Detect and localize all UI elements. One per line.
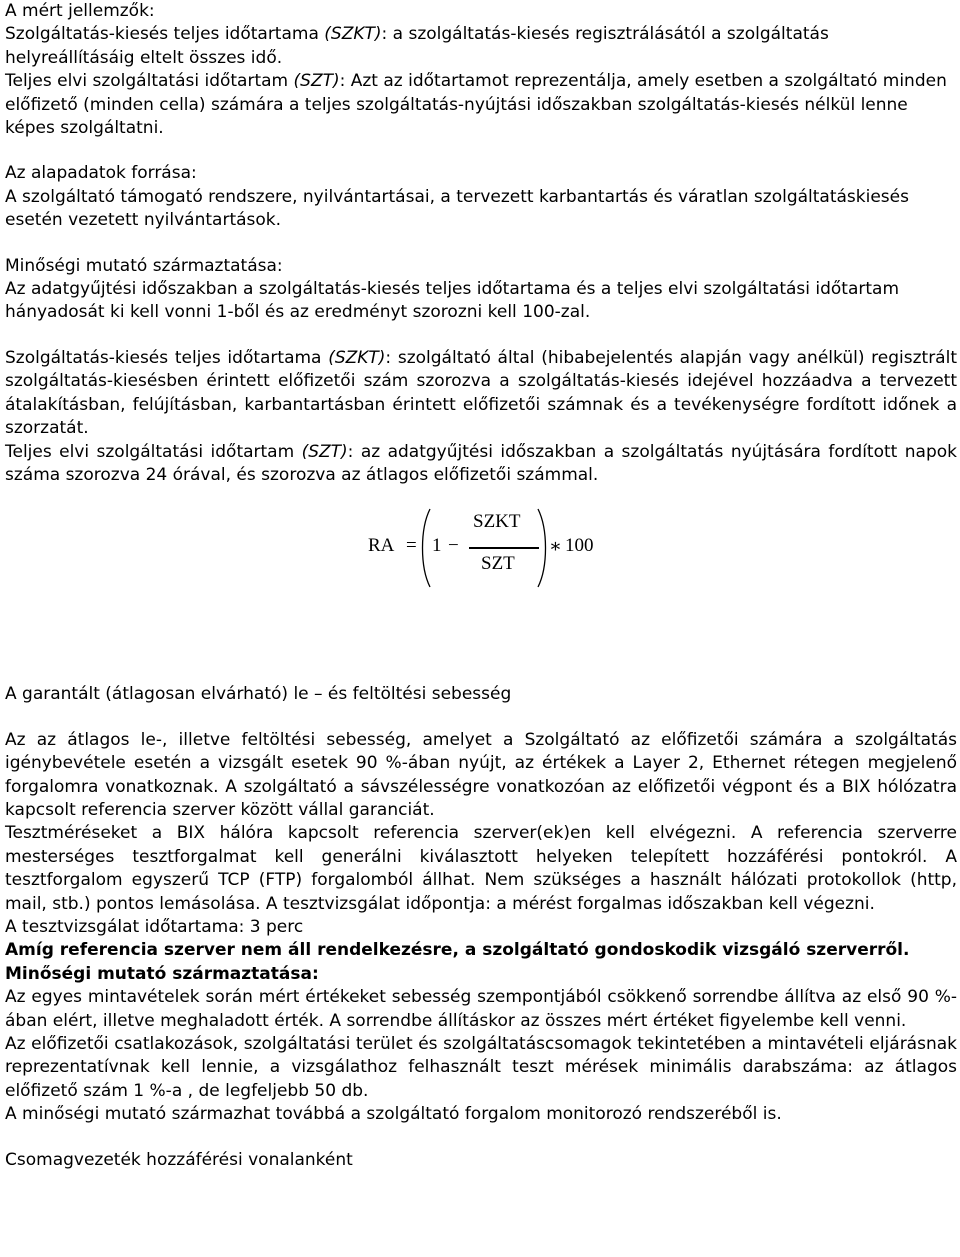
reference-server-note: Amíg referencia szerver nem áll rendelkezésre, a szolgáltató gondoskodik vizsgáló szerverről.: [5, 940, 910, 961]
test-duration: A tesztvizsgálat időtartama: 3 perc: [5, 916, 304, 937]
speed-paragraph-4: Az előfizetői csatlakozások, szolgáltatási terület és szolgáltatáscsomagok tekintetében a mintavételi eljárásnak reprezentatívnak kell lennie, a vizsgálathoz felhasznált teszt mérések minimális darabszáma: az átlagos előfizető szám 1 %-a , de legfeljebb 50 db.: [5, 1034, 957, 1101]
formula-fraction-bar: [469, 547, 539, 548]
formula-equals: =: [406, 535, 417, 557]
speed-paragraph-1: Az az átlagos le-, illetve feltöltési sebesség, amelyet a Szolgáltató az előfizetői számára a szolgáltatás igénybevétele esetén a vizsgált esetek 90 %-ában nyújt, az értékek a Layer 2, Ethernet rétegen megjelenő forgalomra vonatkoznak. A szolgáltató a sávszélességre vonatkozóan az előfizetői végpont és a BIX hólózatra kapcsolt referencia szerver között vállal garanciát.: [5, 729, 957, 820]
szkt-definition: Szolgáltatás-kiesés teljes időtartama (SZKT): a szolgáltatás-kiesés regisztrálásától a szolgáltatás helyreállításáig eltelt összes idő.: [5, 24, 829, 68]
formula-factor: 100: [565, 535, 594, 557]
szt-definition: Teljes elvi szolgáltatási időtartam (SZT): Azt az időtartamot reprezentálja, amely esetben a szolgáltató minden előfizető (minden cella) számára a teljes szolgáltatás-nyújtási időszakban szolgáltatás-kiesés nélkül lenne képes szolgáltatni.: [5, 71, 947, 139]
speed-paragraph-2: Tesztméréseket a BIX hálóra kapcsolt referencia szerver(ek)en kell elvégezni. A referencia szerverre mesterséges tesztforgalmat kell generálni kiválasztott helyeken telepített hozzáférési pontokról. A tesztforgalom egyszerű TCP (FTP) forgalomból állhat. Nem szükséges a használt hálózati protokollok (http, mail, stb.) pontos lemásolása. A tesztvizsgálat időpontja: a mérést forgalmas időszakban kell végezni.: [5, 823, 957, 914]
data-source-text: A szolgáltató támogató rendszere, nyilvántartásai, a tervezett karbantartás és váratlan szolgáltatáskiesés esetén vezetett nyilvántartások.: [5, 186, 909, 231]
document-page: [5, 0, 957, 1172]
formula-times: ∗: [549, 536, 562, 558]
quality-indicator-text: Az adatgyűjtési időszakban a szolgáltatás-kiesés teljes időtartama és a teljes elvi szolgáltatási időtartam hányadosát ki kell vonni 1-ből és az eredményt szorozni kell 100-zal.: [5, 279, 900, 323]
quality-indicator-heading: Minőségi mutató származtatása:: [5, 255, 283, 276]
speed-paragraph-3: Az egyes mintavételek során mért értékeket sebesség szempontjából csökkenő sorrendbe állítva az első 90 %-ában elért, illetve meghaladott érték. A sorrendbe állításkor az összes mért értéket figyelembe kell venni.: [5, 987, 957, 1031]
formula-minus: −: [448, 535, 459, 557]
formula-denominator: SZT: [481, 553, 515, 575]
measured-characteristics-heading: A mért jellemzők:: [5, 1, 155, 21]
szt-detail-paragraph: Teljes elvi szolgáltatási időtartam (SZT): az adatgyűjtési időszakban a szolgáltatás nyújtására fordított napok száma szorozva 24 órával, és szorozva az átlagos előfizetői számmal.: [5, 441, 957, 485]
ra-formula: [5, 505, 957, 595]
speed-paragraph-5: A minőségi mutató származhat továbbá a szolgáltató forgalom monitorozó rendszeréből is.: [5, 1104, 782, 1125]
data-source-heading: Az alapadatok forrása:: [5, 163, 197, 184]
szkt-detail-paragraph: Szolgáltatás-kiesés teljes időtartama (SZKT): szolgáltató által (hibabejelentés alapján vagy anélkül) regisztrált szolgáltatás-kiesésben érintett előfizetői szám szorozva a szolgáltatás-kiesés idejével hozzáadva a tervezett átalakításban, felújításban, karbantartásban érintett előfizetői számnak és a tevékenységre fordított időnek a szorzatát.: [5, 347, 957, 439]
speed-quality-heading: Minőségi mutató származtatása:: [5, 963, 319, 984]
formula-one: 1: [432, 535, 442, 557]
speed-section-title: A garantált (átlagosan elvárható) le – és feltöltési sebesség: [5, 684, 512, 705]
footer-section-heading: Csomagvezeték hozzáférési vonalanként: [5, 1149, 353, 1170]
formula-numerator: SZKT: [473, 511, 521, 533]
formula-lhs: RA: [368, 535, 395, 557]
formula-left-paren: [417, 507, 433, 589]
